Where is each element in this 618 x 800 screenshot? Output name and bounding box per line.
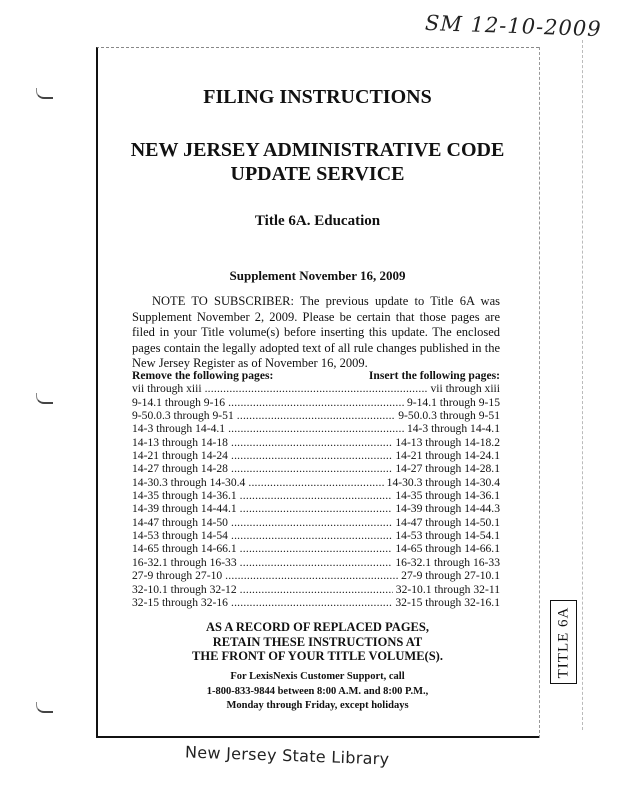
record-notice <box>96 620 539 664</box>
support-line: 1-800-833-9844 between 8:00 A.M. and 8:00 P.M., <box>206 685 429 697</box>
remove-pages: 14-3 through 14-4.1 <box>132 422 226 436</box>
dot-leader <box>231 516 392 529</box>
insert-pages: 14-39 through 14-44.3 <box>395 502 500 516</box>
record-notice-line: RETAIN THESE INSTRUCTIONS AT <box>212 634 423 649</box>
dot-leader <box>240 556 393 569</box>
code-title-line: UPDATE SERVICE <box>230 163 405 185</box>
side-tab-label: TITLE 6A <box>555 606 572 678</box>
table-header <box>132 369 500 382</box>
support-line: Monday through Friday, except holidays <box>226 700 409 711</box>
dot-leader <box>231 596 392 609</box>
insert-pages: 27-9 through 27-10.1 <box>401 569 500 583</box>
table-row <box>132 569 500 582</box>
insert-pages: 16-32.1 through 16-33 <box>395 555 500 569</box>
remove-header: Remove the following pages: <box>132 369 274 382</box>
table-row <box>132 382 500 395</box>
remove-pages: vii through xiii <box>132 382 202 396</box>
dot-leader <box>231 449 392 462</box>
record-notice-line: AS A RECORD OF REPLACED PAGES, <box>206 620 429 634</box>
insert-pages: 14-27 through 14-28.1 <box>395 462 500 476</box>
remove-pages: 14-39 through 14-44.1 <box>132 502 237 516</box>
customer-support <box>96 670 539 714</box>
punch-hole-mark <box>36 393 53 404</box>
dot-leader <box>240 583 393 596</box>
table-row <box>132 422 500 435</box>
insert-pages: 14-21 through 14-24.1 <box>395 449 500 463</box>
punch-hole-mark <box>36 702 53 713</box>
remove-pages: 14-65 through 14-66.1 <box>132 542 237 556</box>
table-row <box>132 502 500 515</box>
insert-pages: vii through xiii <box>430 382 500 396</box>
side-tab <box>550 600 577 684</box>
table-row <box>132 542 500 555</box>
insert-pages: 14-47 through 14-50.1 <box>395 515 500 529</box>
punch-hole-mark <box>36 88 53 99</box>
dot-leader <box>231 462 392 475</box>
remove-pages: 14-30.3 through 14-30.4 <box>132 475 246 489</box>
insert-pages: 14-35 through 14-36.1 <box>395 489 500 503</box>
table-row <box>132 409 500 422</box>
page-replacement-table <box>132 369 500 609</box>
remove-pages: 14-53 through 14-54 <box>132 529 228 543</box>
insert-pages: 14-30.3 through 14-30.4 <box>386 475 500 489</box>
insert-pages: 9-50.0.3 through 9-51 <box>398 409 500 423</box>
page-title: FILING INSTRUCTIONS <box>203 86 432 108</box>
insert-pages: 14-3 through 14-4.1 <box>406 422 500 436</box>
record-notice-line: THE FRONT OF YOUR TITLE VOLUME(S). <box>192 649 443 663</box>
code-title <box>96 138 539 186</box>
dot-leader <box>228 422 404 435</box>
insert-pages: 9-14.1 through 9-15 <box>406 395 500 409</box>
dot-leader <box>231 436 392 449</box>
remove-pages: 16-32.1 through 16-33 <box>132 555 237 569</box>
subscriber-note: NOTE TO SUBSCRIBER: The previous update to Title 6A was Supplement November 2, 2009. Please be certain that those pages are filed in your Title volume(s) before inserting this update. The enclosed pages contain the legally adopted text of all rule changes published in the New Jersey Register as of November 16, 2009. <box>132 294 500 371</box>
remove-pages: 9-50.0.3 through 9-51 <box>132 409 234 423</box>
table-row <box>132 556 500 569</box>
table-row <box>132 462 500 475</box>
remove-pages: 9-14.1 through 9-16 <box>132 395 226 409</box>
remove-pages: 27-9 through 27-10 <box>132 569 223 583</box>
remove-pages: 14-35 through 14-36.1 <box>132 489 237 503</box>
library-stamp: New Jersey State Library <box>184 742 390 769</box>
dot-leader <box>237 409 395 422</box>
handwritten-note: SM 12-10-2009 <box>424 10 603 42</box>
insert-pages: 14-13 through 14-18.2 <box>395 435 500 449</box>
code-title-line: NEW JERSEY ADMINISTRATIVE CODE <box>130 139 505 161</box>
dot-leader <box>240 542 393 555</box>
dot-leader <box>240 489 393 502</box>
remove-pages: 14-21 through 14-24 <box>132 449 228 463</box>
subtitle: Title 6A. Education <box>254 213 381 229</box>
dot-leader <box>248 476 383 489</box>
table-row <box>132 516 500 529</box>
insert-pages: 14-53 through 14-54.1 <box>395 529 500 543</box>
remove-pages: 32-10.1 through 32-12 <box>132 582 237 596</box>
dot-leader <box>225 569 398 582</box>
remove-pages: 14-27 through 14-28 <box>132 462 228 476</box>
supplement-date: Supplement November 16, 2009 <box>229 268 406 283</box>
table-row <box>132 583 500 596</box>
dot-leader <box>231 529 392 542</box>
insert-header: Insert the following pages: <box>368 369 500 382</box>
table-row <box>132 596 500 609</box>
table-row <box>132 529 500 542</box>
remove-pages: 14-47 through 14-50 <box>132 515 228 529</box>
table-row <box>132 436 500 449</box>
insert-pages: 32-15 through 32-16.1 <box>395 595 500 609</box>
dot-leader <box>240 502 393 515</box>
table-row <box>132 489 500 502</box>
dot-leader <box>205 382 428 395</box>
remove-pages: 32-15 through 32-16 <box>132 595 228 609</box>
support-line: For LexisNexis Customer Support, call <box>230 671 405 682</box>
table-row <box>132 396 500 409</box>
insert-pages: 14-65 through 14-66.1 <box>395 542 500 556</box>
table-row <box>132 476 500 489</box>
insert-pages: 32-10.1 through 32-11 <box>395 582 500 596</box>
table-row <box>132 449 500 462</box>
remove-pages: 14-13 through 14-18 <box>132 435 228 449</box>
edge-rule <box>582 40 584 730</box>
right-margin-rule <box>539 47 541 738</box>
dot-leader <box>228 396 404 409</box>
